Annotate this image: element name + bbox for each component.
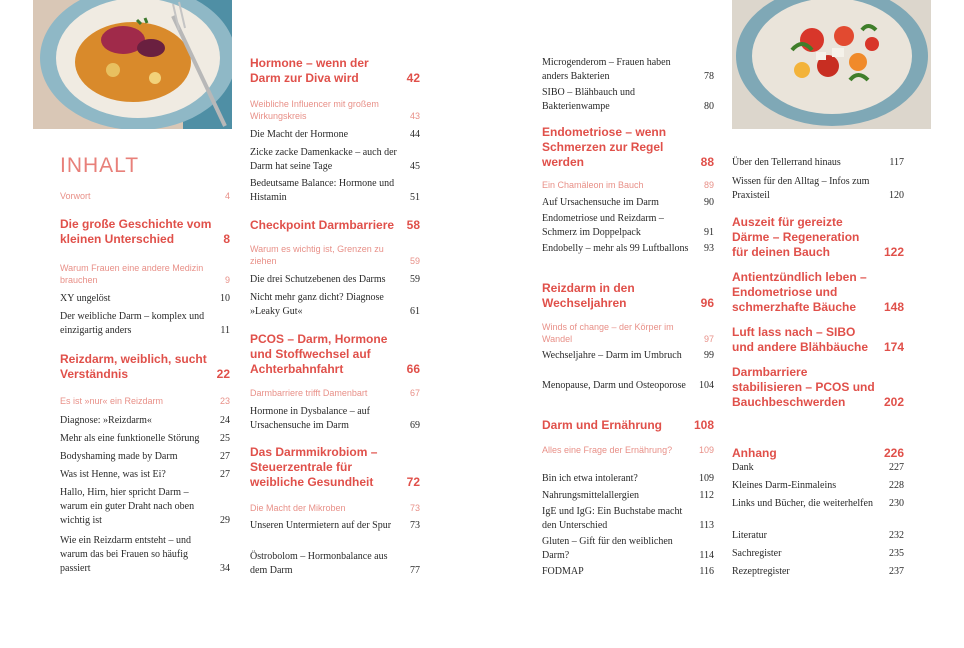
toc-entry[interactable]	[60, 414, 230, 428]
toc-entry[interactable]	[60, 468, 230, 482]
toc-entry-page: 80	[704, 101, 714, 112]
toc-entry[interactable]	[542, 489, 714, 503]
toc-entry-title: Microgenderom – Frauen haben anders Bakterien	[542, 57, 671, 82]
toc-entry[interactable]	[250, 273, 420, 287]
toc-entry[interactable]	[60, 292, 230, 306]
plate-photo-image	[33, 0, 232, 129]
toc-entry-title: Hormone – wenn der Darm zur Diva wird	[250, 56, 369, 85]
toc-entry-title: IgE und IgG: Ein Buchstabe macht den Unterschied	[542, 506, 683, 531]
toc-entry-page: 69	[410, 420, 420, 431]
toc-entry-page: 22	[216, 367, 230, 381]
toc-entry-page: 51	[410, 192, 420, 203]
toc-entry-title: Luft lass nach – SIBO und andere Blähbäuche	[732, 325, 869, 354]
toc-entry-page: 112	[699, 490, 714, 501]
toc-entry-page: 228	[889, 480, 904, 491]
toc-entry-title: Die drei Schutzebenen des Darms	[250, 274, 386, 285]
toc-entry-title: Bedeutsame Balance: Hormone und Histamin	[250, 178, 395, 203]
toc-entry-title: Wechseljahre – Darm im Umbruch	[542, 350, 682, 361]
toc-entry-page: 235	[889, 548, 904, 559]
toc-entry-title: Endometriose und Reizdarm – Schmerz im Doppelpack	[542, 213, 664, 238]
toc-entry-page: 114	[699, 550, 714, 561]
toc-heading: INHALT	[60, 154, 140, 177]
toc-entry-page: 91	[704, 227, 714, 238]
toc-entry[interactable]	[542, 196, 714, 210]
toc-entry-page: 9	[224, 275, 230, 285]
toc-entry[interactable]	[732, 175, 904, 203]
toc-entry-title: FODMAP	[542, 566, 584, 577]
toc-entry[interactable]	[250, 98, 420, 122]
toc-entry-title: Hallo, Hirn, hier spricht Darm – warum ein guter Draht nach oben wichtig ist	[60, 487, 195, 526]
toc-entry-title: Zicke zacke Damenkacke – auch der Darm hat seine Tage	[250, 147, 397, 172]
toc-entry[interactable]	[732, 497, 904, 511]
toc-entry-title: Die große Geschichte vom kleinen Unterschied	[60, 217, 212, 246]
toc-entry-page: 96	[700, 296, 714, 310]
toc-entry[interactable]	[732, 215, 904, 260]
toc-entry-title: PCOS – Darm, Hormone und Stoffwechsel auf Achterbahnfahrt	[250, 332, 388, 376]
photo-left	[33, 0, 232, 129]
toc-entry-title: Nahrungsmittelallergien	[542, 490, 640, 501]
toc-entry[interactable]	[250, 128, 420, 142]
toc-entry-title: Vorwort	[60, 191, 91, 201]
toc-entry-page: 24	[220, 415, 230, 426]
toc-entry-page: 230	[889, 498, 904, 509]
toc-entry-title: Ein Chamäleon im Bauch	[542, 180, 644, 190]
toc-entry-page: 99	[704, 350, 714, 361]
toc-entry-page: 61	[410, 306, 420, 317]
toc-entry[interactable]	[250, 218, 420, 233]
toc-entry-title: Alles eine Frage der Ernährung?	[542, 445, 673, 455]
toc-entry-page: 237	[889, 566, 904, 577]
toc-entry-title: SIBO – Blähbauch und Bakterienwampe	[542, 87, 636, 112]
toc-entry-page: 122	[883, 245, 904, 259]
toc-entry-page: 97	[703, 334, 714, 344]
toc-entry-page: 29	[220, 515, 230, 526]
toc-entry-title: Über den Tellerrand hinaus	[732, 157, 841, 168]
toc-entry-page: 8	[223, 232, 230, 246]
toc-entry-title: Darmbarriere trifft Damenbart	[250, 388, 368, 398]
toc-entry[interactable]	[732, 479, 904, 493]
toc-entry-page: 109	[699, 473, 714, 484]
toc-entry-title: Die Macht der Mikroben	[250, 503, 346, 513]
toc-entry[interactable]	[732, 365, 904, 410]
toc-entry[interactable]	[250, 332, 420, 377]
toc-entry[interactable]	[732, 565, 904, 579]
toc-entry-title: Hormone in Dysbalance – auf Ursachensuche im Darm	[250, 406, 370, 431]
toc-entry-page: 43	[409, 111, 420, 121]
toc-entry[interactable]	[542, 505, 714, 533]
toc-entry-page: 109	[698, 445, 714, 455]
toc-entry-page: 226	[883, 446, 904, 460]
toc-entry-page: 113	[699, 520, 714, 531]
toc-entry[interactable]	[542, 86, 714, 114]
toc-entry[interactable]	[60, 352, 230, 382]
toc-entry[interactable]	[250, 387, 420, 399]
toc-entry[interactable]	[250, 243, 420, 267]
toc-entry[interactable]	[60, 450, 230, 464]
toc-entry-page: 73	[409, 503, 420, 513]
toc-entry-page: 44	[410, 129, 420, 140]
toc-entry-title: Der weibliche Darm – komplex und einzigartig anders	[60, 311, 205, 336]
toc-entry[interactable]	[60, 262, 230, 286]
toc-entry-title: Die Macht der Hormone	[250, 129, 349, 140]
toc-entry-title: Endobelly – mehr als 99 Luftballons	[542, 243, 689, 254]
toc-entry-page: 11	[220, 325, 230, 336]
toc-entry[interactable]	[542, 125, 714, 170]
toc-entry-page: 117	[889, 157, 904, 168]
toc-entry-title: Antientzündlich leben – Endometriose und schmerzhafte Bäuche	[732, 270, 867, 314]
toc-entry-page: 202	[883, 395, 904, 409]
toc-entry-page: 93	[704, 243, 714, 254]
toc-entry-page: 104	[699, 380, 714, 391]
toc-entry-page: 116	[699, 566, 714, 577]
toc-entry-title: Das Darmmikrobiom – Steuerzentrale für weibliche Gesundheit	[250, 445, 378, 489]
toc-entry[interactable]	[542, 281, 714, 311]
toc-entry-title: Wie ein Reizdarm entsteht – und warum das bei Frauen so häufig passiert	[60, 535, 191, 574]
toc-entry-title: Winds of change – der Körper im Wandel	[542, 322, 674, 344]
toc-entry[interactable]	[250, 291, 420, 319]
toc-entry[interactable]	[542, 212, 714, 240]
toc-entry[interactable]	[250, 445, 420, 490]
toc-entry-page: 45	[410, 161, 420, 172]
toc-entry-page: 227	[889, 462, 904, 473]
toc-entry[interactable]	[732, 156, 904, 170]
toc-entry-title: Diagnose: »Reizdarm«	[60, 415, 152, 426]
toc-entry-title: Reizdarm, weiblich, sucht Verständnis	[60, 352, 207, 381]
toc-entry-title: Sachregister	[732, 548, 782, 559]
toc-entry-title: Unseren Untermietern auf der Spur	[250, 520, 392, 531]
toc-entry[interactable]	[732, 270, 904, 315]
toc-entry[interactable]	[542, 379, 714, 393]
toc-entry-title: XY ungelöst	[60, 293, 111, 304]
toc-entry[interactable]	[732, 446, 904, 461]
toc-entry[interactable]	[542, 321, 714, 345]
toc-entry-title: Reizdarm in den Wechseljahren	[542, 281, 635, 310]
toc-entry[interactable]	[542, 535, 714, 563]
toc-entry-page: 58	[406, 218, 420, 232]
toc-entry-page: 59	[410, 274, 420, 285]
toc-entry-title: Auszeit für gereizte Därme – Regeneration für deinen Bauch	[732, 215, 860, 259]
toc-entry-title: Darmbarriere stabilisieren – PCOS und Bauchbeschwerden	[732, 365, 875, 409]
toc-entry[interactable]	[542, 444, 714, 456]
toc-entry-title: Auf Ursachensuche im Darm	[542, 197, 659, 208]
toc-entry-page: 89	[703, 180, 714, 190]
toc-entry[interactable]	[60, 217, 230, 247]
toc-entry-title: Östrobolom – Hormonbalance aus dem Darm	[250, 551, 388, 576]
toc-entry-page: 88	[700, 155, 714, 169]
toc-entry-page: 42	[406, 71, 420, 85]
toc-entry[interactable]	[60, 310, 230, 338]
toc-entry[interactable]	[250, 502, 420, 514]
toc-entry[interactable]	[60, 534, 230, 576]
toc-entry-title: Kleines Darm-Einmaleins	[732, 480, 837, 491]
toc-entry[interactable]	[542, 349, 714, 363]
toc-entry-page: 10	[220, 293, 230, 304]
toc-entry-page: 148	[883, 300, 904, 314]
toc-entry[interactable]	[250, 146, 420, 174]
toc-entry-page: 90	[704, 197, 714, 208]
toc-entry[interactable]	[60, 190, 230, 202]
toc-entry[interactable]	[542, 179, 714, 191]
toc-entry[interactable]	[60, 395, 230, 407]
toc-entry[interactable]	[732, 461, 904, 475]
toc-entry[interactable]	[542, 56, 714, 84]
toc-entry-title: Warum Frauen eine andere Medizin brauchen	[60, 263, 204, 285]
toc-entry-page: 27	[220, 451, 230, 462]
toc-entry-title: Warum es wichtig ist, Grenzen zu ziehen	[250, 244, 384, 266]
toc-entry[interactable]	[250, 56, 420, 86]
toc-entry-title: Anhang	[732, 446, 777, 460]
toc-entry-title: Nicht mehr ganz dicht? Diagnose »Leaky Gut«	[250, 292, 384, 317]
toc-entry-page: 27	[220, 469, 230, 480]
toc-entry-page: 4	[224, 191, 230, 201]
toc-entry[interactable]	[732, 547, 904, 561]
toc-entry-title: Es ist »nur« ein Reizdarm	[60, 396, 164, 406]
toc-entry-page: 108	[693, 418, 714, 432]
toc-entry-page: 25	[220, 433, 230, 444]
toc-entry-page: 66	[406, 362, 420, 376]
toc-entry[interactable]	[60, 486, 230, 528]
toc-entry-title: Wissen für den Alltag – Infos zum Praxisteil	[732, 176, 870, 201]
toc-entry[interactable]	[542, 418, 714, 433]
toc-entry-page: 23	[219, 396, 230, 406]
toc-entry[interactable]	[542, 242, 714, 256]
toc-entry-title: Checkpoint Darmbarriere	[250, 218, 395, 232]
toc-entry-page: 120	[889, 190, 904, 201]
toc-entry[interactable]	[60, 432, 230, 446]
toc-entry-page: 34	[220, 563, 230, 574]
toc-entry-page: 67	[409, 388, 420, 398]
toc-entry-title: Weibliche Influencer mit großem Wirkungskreis	[250, 99, 379, 121]
salad-photo-image	[732, 0, 931, 129]
toc-entry-page: 77	[410, 565, 420, 576]
toc-entry[interactable]	[250, 405, 420, 433]
toc-entry-title: Darm und Ernährung	[542, 418, 663, 432]
toc-entry-title: Literatur	[732, 530, 767, 541]
toc-entry-title: Bodyshaming made by Darm	[60, 451, 178, 462]
photo-right	[732, 0, 931, 129]
toc-entry-title: Links und Bücher, die weiterhelfen	[732, 498, 873, 509]
toc-entry-page: 232	[889, 530, 904, 541]
toc-entry[interactable]	[250, 519, 420, 533]
toc-entry-title: Rezeptregister	[732, 566, 790, 577]
toc-entry[interactable]	[542, 565, 714, 579]
toc-entry-page: 174	[883, 340, 904, 354]
toc-entry[interactable]	[732, 529, 904, 543]
toc-entry[interactable]	[250, 550, 420, 578]
toc-entry-title: Gluten – Gift für den weiblichen Darm?	[542, 536, 673, 561]
toc-entry-title: Bin ich etwa intolerant?	[542, 473, 638, 484]
toc-entry-page: 72	[406, 475, 420, 489]
toc-entry-title: Was ist Henne, was ist Ei?	[60, 469, 166, 480]
toc-entry[interactable]	[732, 325, 904, 355]
toc-entry-page: 78	[704, 71, 714, 82]
toc-entry[interactable]	[542, 472, 714, 486]
toc-entry-title: Endometriose – wenn Schmerzen zur Regel werden	[542, 125, 667, 169]
toc-entry-title: Menopause, Darm und Osteoporose	[542, 380, 686, 391]
toc-entry-page: 59	[409, 256, 420, 266]
toc-entry[interactable]	[250, 177, 420, 205]
toc-entry-title: Mehr als eine funktionelle Störung	[60, 433, 200, 444]
toc-entry-title: Dank	[732, 462, 754, 473]
toc-entry-page: 73	[410, 520, 420, 531]
